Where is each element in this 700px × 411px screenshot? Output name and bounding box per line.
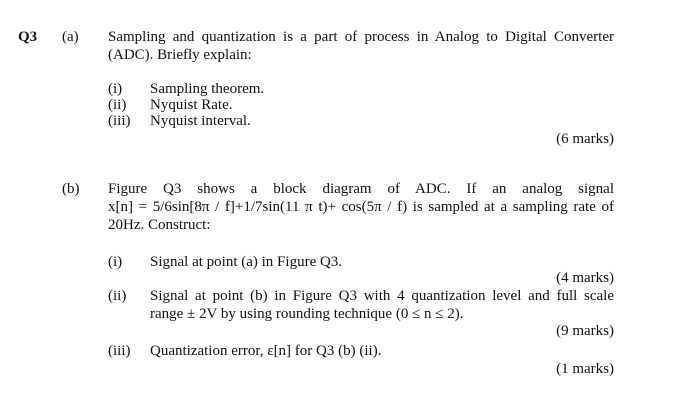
part-b-signal-equation: x[n] = 5/6sin[8π / f]+1/7sin(11 π t)+ cos(5π / f) is sampled at a sampling rate of bbox=[108, 199, 614, 215]
part-b-item-1-marks: (4 marks) bbox=[556, 270, 614, 286]
part-a-marks: (6 marks) bbox=[556, 131, 614, 147]
part-a-label: (a) bbox=[62, 29, 79, 45]
part-a-intro-line1: Sampling and quantization is a part of process in Analog to Digital Converter bbox=[108, 29, 614, 45]
part-b-item-2-text-line1: Signal at point (b) in Figure Q3 with 4 quantization level and full scale bbox=[150, 288, 614, 304]
part-a-item-3-text: Nyquist interval. bbox=[150, 113, 251, 129]
part-a-item-3-num: (iii) bbox=[108, 113, 131, 129]
part-a-item-2-num: (ii) bbox=[108, 97, 127, 113]
part-a-intro-line2: (ADC). Briefly explain: bbox=[108, 47, 252, 63]
part-a-item-1-num: (i) bbox=[108, 81, 123, 97]
part-b-item-2-text-line2: range ± 2V by using rounding technique (0 ≤ n ≤ 2). bbox=[150, 306, 464, 322]
part-b-label: (b) bbox=[62, 181, 80, 197]
question-number: Q3 bbox=[18, 29, 38, 45]
part-b-item-1-text: Signal at point (a) in Figure Q3. bbox=[150, 254, 343, 270]
part-b-item-2-marks: (9 marks) bbox=[556, 323, 614, 339]
part-b-item-3-marks: (1 marks) bbox=[556, 361, 614, 377]
part-b-line3: 20Hz. Construct: bbox=[108, 217, 211, 233]
part-b-item-2-num: (ii) bbox=[108, 288, 127, 304]
part-b-item-1-num: (i) bbox=[108, 254, 123, 270]
part-b-item-3-num: (iii) bbox=[108, 343, 131, 359]
part-b-line1: Figure Q3 shows a block diagram of ADC. If an analog signal bbox=[108, 181, 614, 197]
part-b-item-3-text: Quantization error, ε[n] for Q3 (b) (ii). bbox=[150, 343, 382, 359]
part-a-item-2-text: Nyquist Rate. bbox=[150, 97, 233, 113]
part-a-item-1-text: Sampling theorem. bbox=[150, 81, 265, 97]
